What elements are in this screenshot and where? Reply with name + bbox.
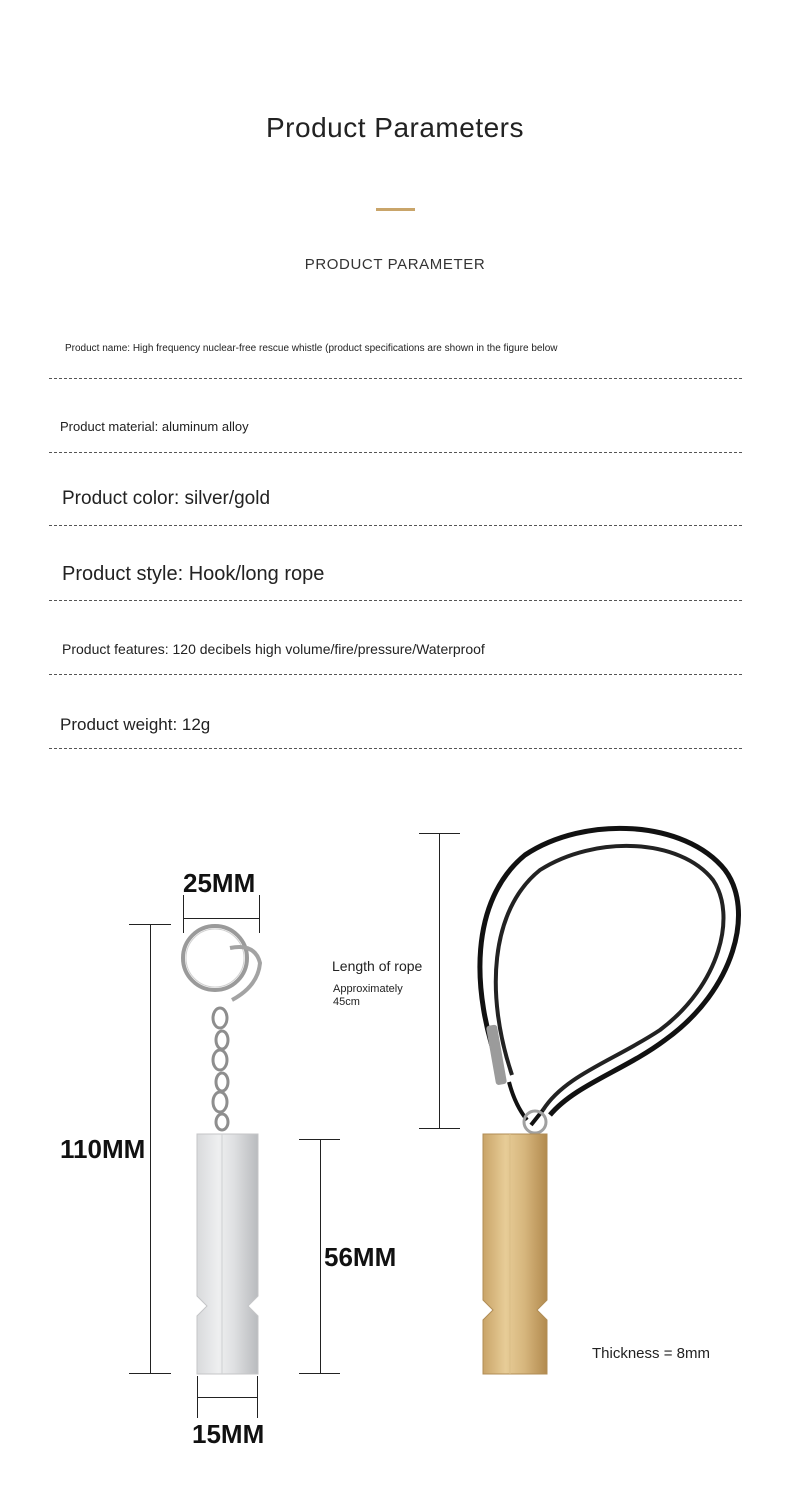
body-length-line bbox=[320, 1139, 321, 1373]
param-product-style: Product style: Hook/long rope bbox=[62, 563, 325, 585]
total-length-tick-top bbox=[129, 924, 171, 925]
body-length-tick-bottom bbox=[299, 1373, 340, 1374]
rope-length-line bbox=[439, 833, 440, 1129]
silver-whistle-image bbox=[170, 918, 290, 1380]
rope-length-detail-line1: Approximately bbox=[333, 983, 403, 995]
param-product-name: Product name: High frequency nuclear-free rescue whistle (product specifications are shown in the figure below bbox=[65, 343, 558, 354]
divider bbox=[49, 452, 742, 453]
body-width-tick-left bbox=[197, 1376, 198, 1418]
body-width-label: 15MM bbox=[192, 1419, 265, 1449]
body-width-line bbox=[197, 1397, 258, 1398]
thickness-label: Thickness = 8mm bbox=[592, 1345, 710, 1362]
body-length-label: 56MM bbox=[324, 1242, 397, 1272]
divider bbox=[49, 378, 742, 379]
rope-length-tick-bottom bbox=[419, 1128, 460, 1129]
total-length-label: 110MM bbox=[60, 1134, 146, 1164]
gold-whistle-image bbox=[465, 820, 755, 1380]
rope-length-detail-line2: 45cm bbox=[333, 996, 360, 1008]
divider bbox=[49, 600, 742, 601]
page-title: Product Parameters bbox=[266, 112, 524, 143]
body-length-tick-top bbox=[299, 1139, 340, 1140]
param-product-weight: Product weight: 12g bbox=[60, 715, 211, 734]
section-subtitle: PRODUCT PARAMETER bbox=[304, 256, 486, 273]
param-product-material: Product material: aluminum alloy bbox=[60, 419, 249, 434]
total-length-line bbox=[150, 924, 151, 1374]
divider bbox=[49, 674, 742, 675]
param-product-features: Product features: 120 decibels high volume/fire/pressure/Waterproof bbox=[62, 641, 485, 657]
ring-width-label: 25MM bbox=[183, 868, 256, 898]
param-product-color: Product color: silver/gold bbox=[62, 488, 271, 509]
body-width-tick-right bbox=[257, 1376, 258, 1418]
rope-length-title: Length of rope bbox=[332, 958, 423, 974]
divider bbox=[49, 748, 742, 749]
rope-length-tick-top bbox=[419, 833, 460, 834]
total-length-tick-bottom bbox=[129, 1373, 171, 1374]
accent-divider bbox=[376, 208, 415, 211]
divider bbox=[49, 525, 742, 526]
